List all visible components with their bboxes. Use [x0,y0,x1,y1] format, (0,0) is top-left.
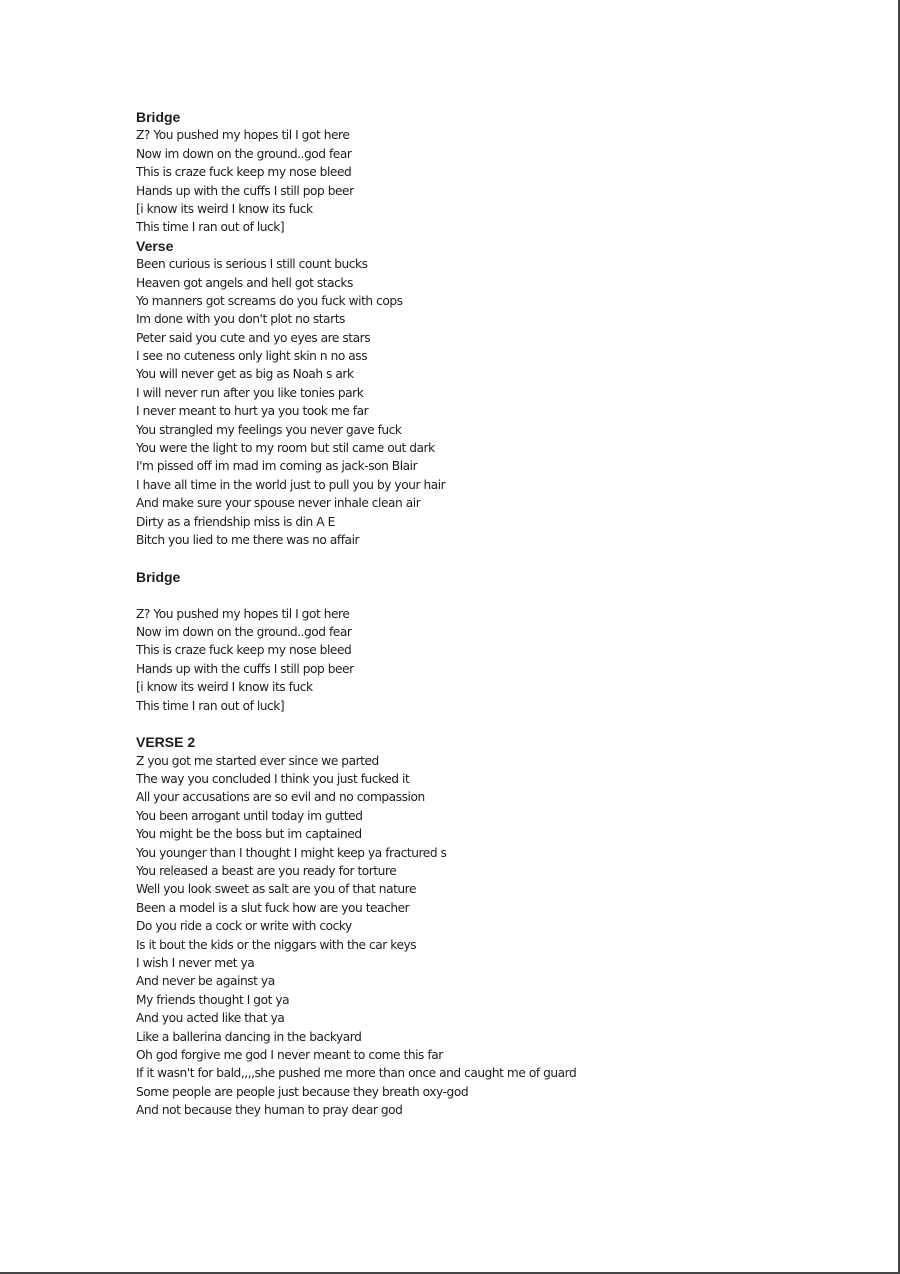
lyric-line: And you acted like that ya [136,1011,285,1026]
lyric-line: And never be against ya [136,974,275,989]
lyric-line: If it wasn't for bald,,,,she pushed me more than once and caught me of guard [136,1066,577,1081]
lyric-line: Been a model is a slut fuck how are you teacher [136,900,410,915]
lyric-line: Hands up with the cuffs I still pop beer [136,183,354,198]
lyric-line: Oh god forgive me god I never meant to come this far [136,1047,443,1062]
lyrics-content [136,108,856,1119]
blank-line [136,586,856,604]
blank-line [136,715,856,733]
lyric-line: You younger than I thought I might keep ya fractured s [136,845,447,860]
lyric-line: You will never get as big as Noah s ark [136,367,354,382]
section-heading: Verse [136,237,174,254]
section-heading: Bridge [136,109,181,125]
section-heading: VERSE 2 [136,734,196,751]
lyric-line: This time I ran out of luck] [136,698,285,713]
lyric-line: Been curious is serious I still count bucks [136,257,368,272]
lyric-line: You strangled my feelings you never gave fuck [136,422,402,437]
lyric-line: This is craze fuck keep my nose bleed [136,643,352,658]
lyric-line: You been arrogant until today im gutted [136,808,363,823]
lyric-line: I see no cuteness only light skin n no ass [136,349,368,364]
lyric-line: [i know its weird I know its fuck [136,201,313,216]
lyric-line: You might be the boss but im captained [136,827,362,842]
lyric-line: You were the light to my room but stil came out dark [136,441,435,456]
lyric-line: Now im down on the ground..god fear [136,146,352,161]
lyric-line: I never meant to hurt ya you took me far [136,404,369,419]
lyric-line: Hands up with the cuffs I still pop beer [136,661,354,676]
lyric-line: I'm pissed off im mad im coming as jack-son Blair [136,459,418,474]
lyric-line: Yo manners got screams do you fuck with cops [136,293,403,308]
lyric-line: I will never run after you like tonies park [136,385,364,400]
lyric-line: Z? You pushed my hopes til I got here [136,606,350,621]
lyric-line: Do you ride a cock or write with cocky [136,919,352,934]
lyric-line: This time I ran out of luck] [136,220,285,235]
lyric-line: And make sure your spouse never inhale clean air [136,496,421,511]
lyric-line: The way you concluded I think you just fucked it [136,772,410,787]
lyric-line: Im done with you don't plot no starts [136,312,345,327]
lyric-line: And not because they human to pray dear god [136,1103,403,1118]
lyric-line: Now im down on the ground..god fear [136,624,352,639]
blank-line [136,549,856,567]
lyric-line: I wish I never met ya [136,955,255,970]
lyric-line: All your accusations are so evil and no compassion [136,790,425,805]
lyric-line: Some people are people just because they breath oxy-god [136,1084,469,1099]
lyric-line: Z you got me started ever since we parted [136,753,379,768]
lyric-line: Well you look sweet as salt are you of that nature [136,882,417,897]
lyric-line: You released a beast are you ready for torture [136,864,397,879]
section-heading: Bridge [136,568,181,585]
lyric-line: Like a ballerina dancing in the backyard [136,1029,362,1044]
lyric-line: Z? You pushed my hopes til I got here [136,128,350,143]
lyric-line: My friends thought I got ya [136,992,290,1007]
lyric-line: I have all time in the world just to pull you by your hair [136,477,446,492]
lyric-line: Is it bout the kids or the niggars with the car keys [136,937,417,952]
lyric-line: Dirty as a friendship miss is din A E [136,514,335,529]
lyric-line: This is craze fuck keep my nose bleed [136,165,352,180]
lyric-line: [i know its weird I know its fuck [136,680,313,695]
lyric-line: Peter said you cute and yo eyes are stars [136,330,371,345]
lyric-line: Bitch you lied to me there was no affair [136,532,360,547]
lyric-line: Heaven got angels and hell got stacks [136,275,353,290]
